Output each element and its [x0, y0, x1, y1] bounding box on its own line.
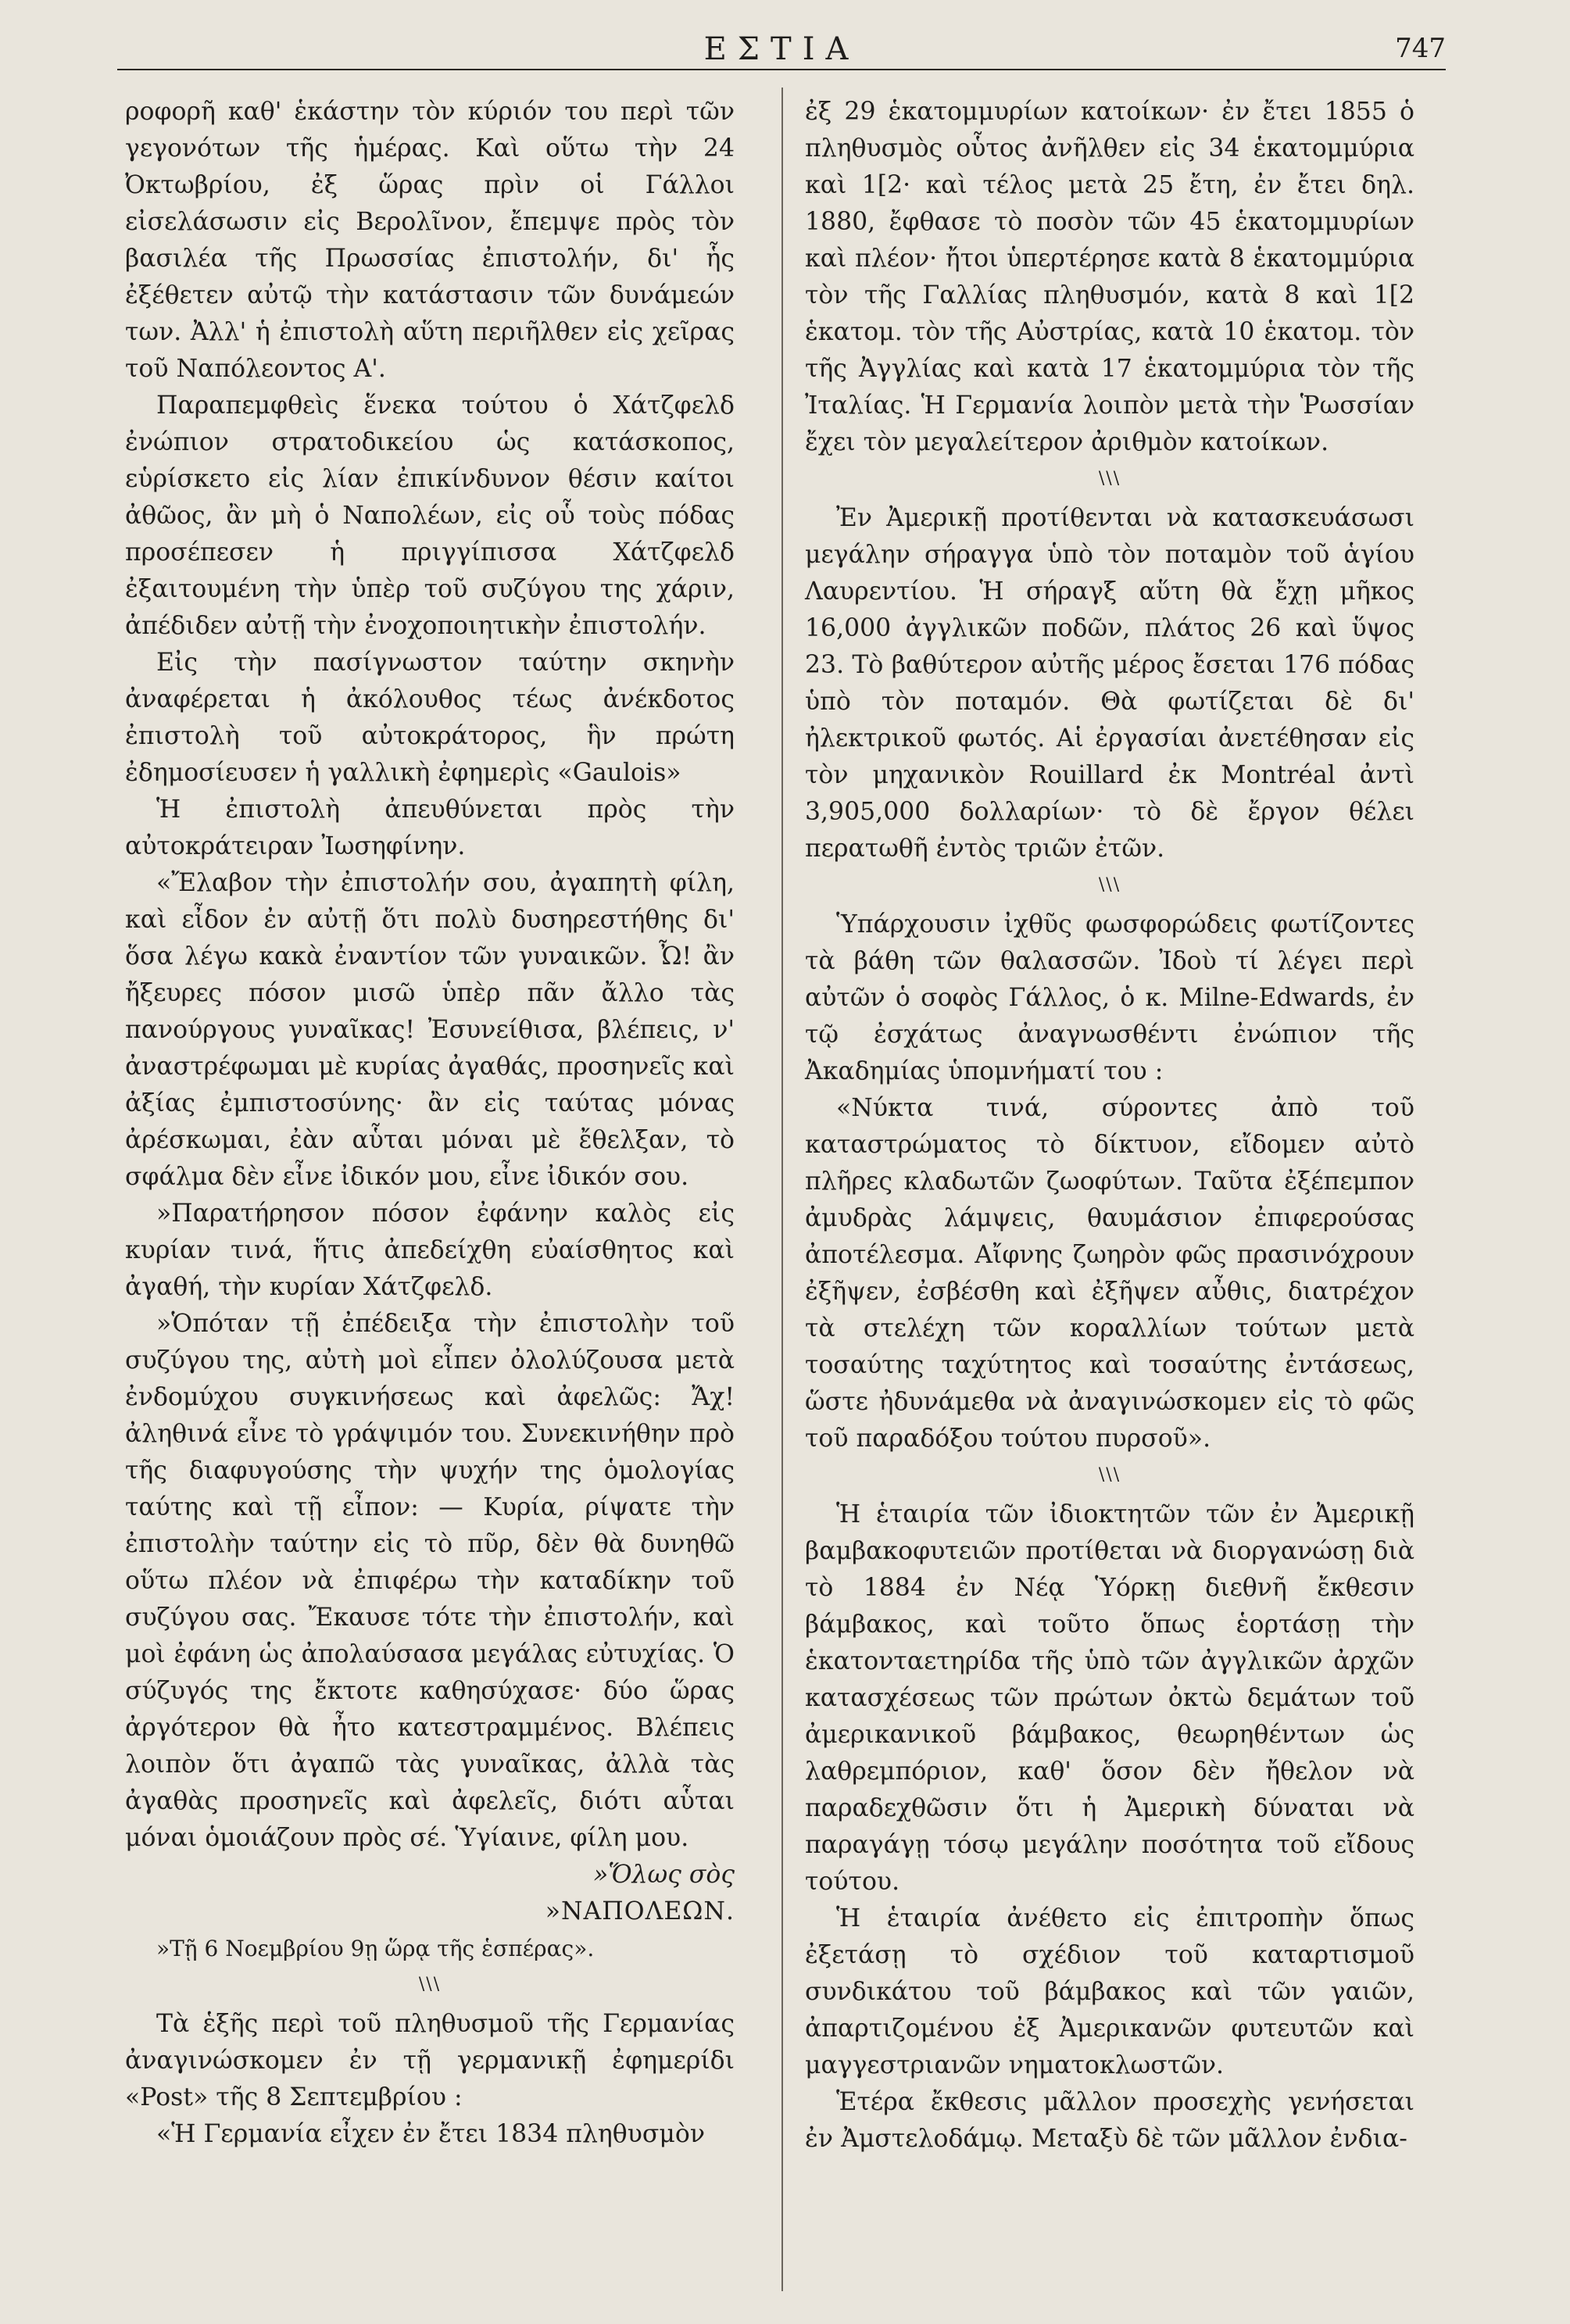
- paragraph: Παραπεμφθεὶς ἕνεκα τούτου ὁ Χάτζφελδ ἐνώπιον στρατοδικείου ὡς κατάσκοπος, εὑρίσκετο εἰς λίαν ἐπικίνδυνον θέσιν καίτοι ἀθῶος, ἂν μὴ ὁ Ναπολέων, εἰς οὗ τοὺς πόδας προσέπεσεν ἡ πριγγίπισσα Χάτζφελδ ἐξαιτουμένη τὴν ὑπὲρ τοῦ συζύγου της χάριν, ἀπέδιδεν αὐτῇ τὴν ἐνοχοποιητικὴν ἐπιστολήν.: [125, 392, 735, 640]
- header-rule: [117, 69, 1446, 70]
- column-divider: [781, 88, 783, 2291]
- paragraph: Ἐν Ἀμερικῇ προτίθενται νὰ κατασκευάσωσι μεγάλην σήραγγα ὑπὸ τὸν ποταμὸν τοῦ ἁγίου Λαυρεντίου. Ἡ σήραγξ αὕτη θὰ ἔχῃ μῆκος 16,000 ἀγγλικῶν ποδῶν, πλάτος 26 καὶ ὕψος 23. Τὸ βαθύτερον αὐτῆς μέρος ἔσεται 176 πόδας ὑπὸ τὸν ποταμόν. Θὰ φωτίζεται δὲ δι' ἠλεκτρικοῦ φωτός. Αἱ ἐργασίαι ἀνετέθησαν εἰς τὸν μηχανικὸν Rouillard ἐκ Montréal ἀντὶ 3,905,000 δολλαρίων· τὸ δὲ ἔργον θέλει περατωθῆ ἐντὸς τριῶν ἐτῶν.: [805, 504, 1414, 863]
- paragraph: Ὑπάρχουσιν ἰχθῦς φωσφορώδεις φωτίζοντες τὰ βάθη τῶν θαλασσῶν. Ἰδοὺ τί λέγει περὶ αὐτῶν ὁ σοφὸς Γάλλος, ὁ κ. Milne-Edwards, ἐν τῷ ἐσχάτως ἀναγνωσθέντι ἐνώπιον τῆς Ἀκαδημίας ὑπομνήματί του :: [805, 910, 1414, 1085]
- letter-signature: »ΝΑΠΟΛΕΩΝ.: [545, 1897, 735, 1925]
- paragraph: Ἡ ἑταιρία ἀνέθετο εἰς ἐπιτροπὴν ὅπως ἐξετάσῃ τὸ σχέδιον τοῦ καταρτισμοῦ συνδικάτου τοῦ βάμβακος καὶ τῶν γαιῶν, ἀπαρτιζομένου ἐξ Ἀμερικανῶν φυτευτῶν καὶ μαγγεστριανῶν νηματοκλωστῶν.: [805, 1904, 1414, 2079]
- page-header: [117, 25, 1446, 69]
- letter-paragraph: »Ὁπόταν τῇ ἐπέδειξα τὴν ἐπιστολὴν τοῦ συζύγου της, αὐτὴ μοὶ εἶπεν ὀλολύζουσα μετὰ ἐνδομύχου συγκινήσεως καὶ ἀφελῶς: Ἄχ! ἀληθινά εἶνε τὸ γράψιμόν του. Συνεκινήθην πρὸ τῆς διαφυγούσης τὴν ψυχήν της ὁμολογίας ταύτης καὶ τῇ εἶπον: — Κυρία, ρίψατε τὴν ἐπιστολὴν ταύτην εἰς τὸ πῦρ, δὲν θὰ δυνηθῶ οὕτω πλέον νὰ ἐπιφέρω τὴν καταδίκην τοῦ συζύγου σας. Ἔκαυσε τότε τὴν ἐπιστολήν, καὶ μοὶ ἐφάνη ὡς ἀπολαύσασα μεγάλας εὐτυχίας. Ὁ σύζυγός της ἔκτοτε καθησύχασε· δύο ὥρας ἀργότερον θὰ ἦτο κατεστραμμένος. Βλέπεις λοιπὸν ὅτι ἀγαπῶ τὰς γυναῖκας, ἀλλὰ τὰς ἀγαθὰς προσηνεῖς καὶ ἀφελεῖς, διότι αὗται μόναι ὁμοιάζουν πρὸς σέ. Ὑγίαινε, φίλη μου.: [125, 1310, 735, 1852]
- letter-paragraph: «Ἔλαβον τὴν ἐπιστολήν σου, ἀγαπητὴ φίλη, καὶ εἶδον ἐν αὐτῇ ὅτι πολὺ δυσηρεστήθης δι' ὅσα λέγω κακὰ ἐναντίον τῶν γυναικῶν. Ὦ! ἂν ἤξευρες πόσον μισῶ ὑπὲρ πᾶν ἄλλο τὰς πανούργους γυναῖκας! Ἐσυνείθισα, βλέπεις, ν' ἀναστρέφωμαι μὲ κυρίας ἀγαθάς, προσηνεῖς καὶ ἀξίας ἐμπιστοσύνης· ἂν εἰς ταύτας μόνας ἀρέσκωμαι, ἐὰν αὗται μόναι μὲ ἔθελξαν, τὸ σφάλμα δὲν εἶνε ἰδικόν μου, εἶνε ἰδικόν σου.: [125, 869, 735, 1191]
- paragraph: Τὰ ἑξῆς περὶ τοῦ πληθυσμοῦ τῆς Γερμανίας ἀναγινώσκομεν ἐν τῇ γερμανικῇ ἐφημερίδι «Post» τῆς 8 Σεπτεμβρίου :: [125, 2010, 735, 2111]
- section-separator: \\\: [1098, 875, 1121, 895]
- section-separator: \\\: [1098, 1465, 1121, 1485]
- letter-paragraph: »Παρατήρησον πόσον ἐφάνην καλὸς εἰς κυρίαν τινά, ἥτις ἀπεδείχθη εὐαίσθητος καὶ ἀγαθή, τὴν κυρίαν Χάτζφελδ.: [125, 1200, 735, 1301]
- paragraph: ἐξ 29 ἑκατομμυρίων κατοίκων· ἐν ἔτει 1855 ὁ πληθυσμὸς οὗτος ἀνῆλθεν εἰς 34 ἑκατομμύρια καὶ 1[2· καὶ τέλος μετὰ 25 ἔτη, ἐν ἔτει δηλ. 1880, ἔφθασε τὸ ποσὸν τῶν 45 ἑκατομμυρίων καὶ πλέον· ἤτοι ὑπερτέρησε κατὰ 8 ἑκατομμύρια τὸν τῆς Γαλλίας πληθυσμόν, κατὰ 8 καὶ 1[2 ἑκατομ. τὸν τῆς Αὐστρίας, κατὰ 10 ἑκατομ. τὸν τῆς Ἀγγλίας καὶ κατὰ 17 ἑκατομμύρια τὸν τῆς Ἰταλίας. Ἡ Γερμανία λοιπὸν μετὰ τὴν Ῥωσσίαν ἔχει τὸν μεγαλείτερον ἀριθμὸν κατοίκων.: [805, 98, 1414, 456]
- section-separator: \\\: [1098, 469, 1121, 488]
- paragraph: ροφορῆ καθ' ἑκάστην τὸν κύριόν του περὶ τῶν γεγονότων τῆς ἡμέρας. Καὶ οὕτω τὴν 24 Ὀκτωβρίου, ἐξ ὥρας πρὶν οἱ Γάλλοι εἰσελάσωσιν εἰς Βερολῖνον, ἔπεμψε πρὸς τὸν βασιλέα τῆς Πρωσσίας ἐπιστολήν, δι' ἧς ἐξέθετεν αὐτῷ τὴν κατάστασιν τῶν δυνάμεών των. Ἀλλ' ἡ ἐπιστολὴ αὕτη περιῆλθεν εἰς χεῖρας τοῦ Ναπόλεοντος Α'.: [125, 98, 735, 383]
- page-number: 747: [1395, 33, 1446, 64]
- paragraph: «Ἡ Γερμανία εἶχεν ἐν ἔτει 1834 πληθυσμὸν: [156, 2120, 705, 2148]
- journal-title: ΕΣΤΙΑ: [703, 31, 860, 67]
- section-separator: \\\: [418, 1975, 442, 1994]
- paragraph: Εἰς τὴν πασίγνωστον ταύτην σκηνὴν ἀναφέρεται ἡ ἀκόλουθος τέως ἀνέκδοτος ἐπιστολὴ τοῦ αὐτοκράτορος, ἣν πρώτη ἐδημοσίευσεν ἡ γαλλικὴ ἐφημερὶς «Gaulois»: [125, 649, 735, 787]
- letter-closing: »Ὅλως σὸς: [592, 1861, 735, 1889]
- paragraph: «Νύκτα τινά, σύροντες ἀπὸ τοῦ καταστρώματος τὸ δίκτυον, εἴδομεν αὐτὸ πλῆρες κλαδωτῶν ζωοφύτων. Ταῦτα ἐξέπεμπον ἀμυδρὰς λάμψεις, θαυμάσιον ἐπιφερούσας ἀποτέλεσμα. Αἴφνης ζωηρὸν φῶς πρασινόχρουν ἐξῆψεν, ἐσβέσθη καὶ ἐξῆψεν αὖθις, διατρέχον τὰ στελέχη τῶν κοραλλίων τούτων μετὰ τοσαύτης ταχύτητος καὶ τοσαύτης ἐντάσεως, ὥστε ἠδυνάμεθα νὰ ἀναγινώσκομεν εἰς τὸ φῶς τοῦ παραδόξου τούτου πυρσοῦ».: [805, 1094, 1414, 1453]
- right-column: [805, 94, 1414, 2293]
- letter-date: »Τῇ 6 Νοεμβρίου 9ῃ ὥρᾳ τῆς ἑσπέρας».: [156, 1936, 595, 1961]
- paragraph: Ἡ ἑταιρία τῶν ἰδιοκτητῶν τῶν ἐν Ἀμερικῇ βαμβακοφυτειῶν προτίθεται νὰ διοργανώσῃ διὰ τὸ 1884 ἐν Νέᾳ Ὑόρκῃ διεθνῆ ἔκθεσιν βάμβακος, καὶ τοῦτο ὅπως ἑορτάσῃ τὴν ἑκατονταετηρίδα τῆς ὑπὸ τῶν ἀγγλικῶν ἀρχῶν κατασχέσεως τῶν πρώτων ὀκτὼ δεμάτων τοῦ ἀμερικανικοῦ βάμβακος, θεωρηθέντων ὡς λαθρεμπόριον, καθ' ὅσον δὲν ἤθελον νὰ παραδεχθῶσιν ὅτι ἡ Ἀμερικὴ δύναται νὰ παραγάγῃ τόσῳ μεγάλην ποσότητα τοῦ εἴδους τούτου.: [805, 1500, 1414, 1896]
- left-column: [125, 94, 735, 2293]
- paragraph: Ἡ ἐπιστολὴ ἀπευθύνεται πρὸς τὴν αὐτοκράτειραν Ἰωσηφίνην.: [125, 796, 735, 860]
- paragraph: Ἑτέρα ἔκθεσις μᾶλλον προσεχὴς γενήσεται ἐν Ἀμστελοδάμῳ. Μεταξὺ δὲ τῶν μᾶλλον ἐνδια-: [805, 2088, 1414, 2153]
